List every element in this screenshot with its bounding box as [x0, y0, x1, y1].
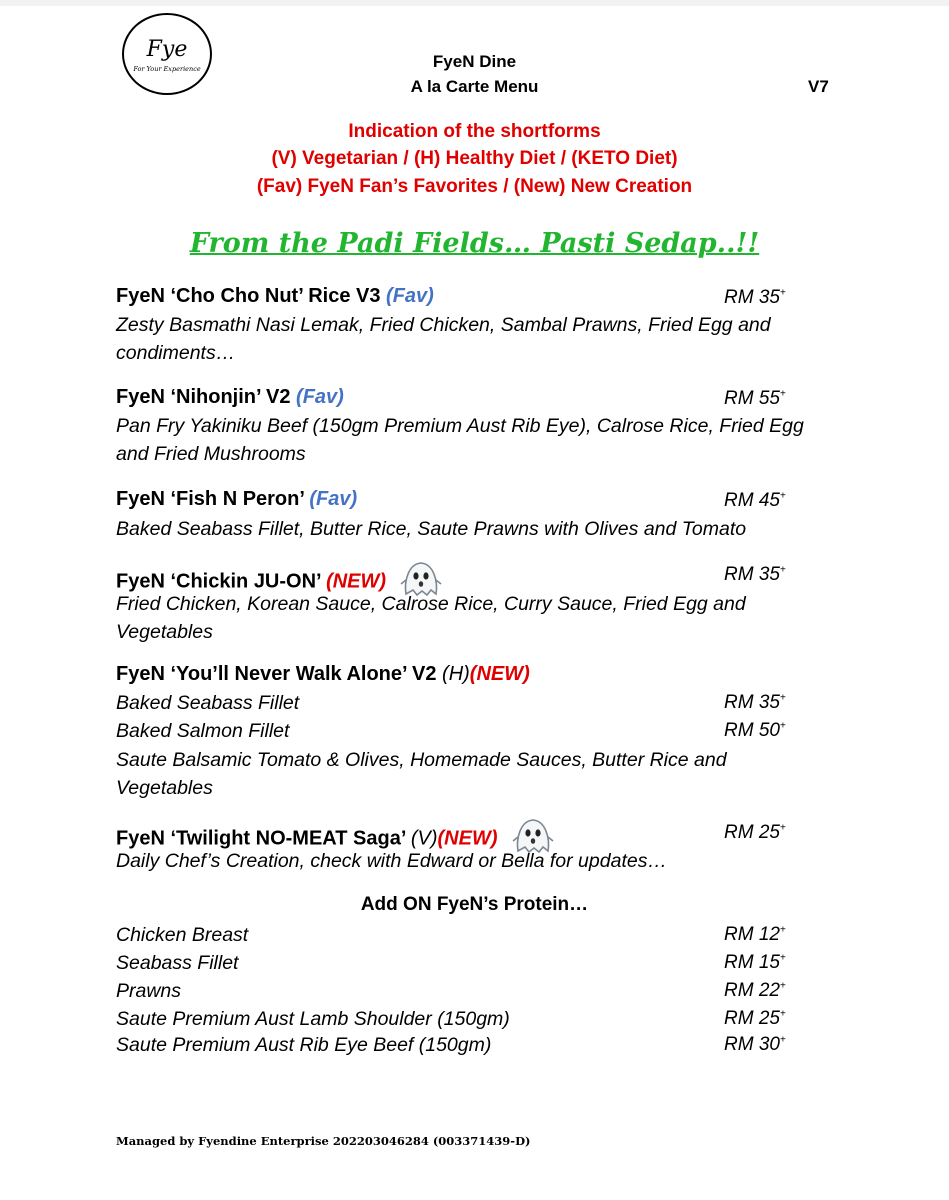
price-value: RM 30 — [724, 1034, 780, 1055]
section-title: From the Padi Fields… Pasti Sedap..!! — [189, 228, 760, 259]
logo-tagline: For Your Experience — [133, 65, 201, 73]
price-suffix: + — [779, 490, 786, 502]
new-tag: (NEW) — [437, 827, 498, 850]
addon-price — [724, 980, 786, 1002]
legend-heading: Indication of the shortforms — [348, 121, 601, 142]
page-subtitle: A la Carte Menu — [410, 77, 539, 96]
price-value: RM 15 — [724, 952, 780, 973]
item-price — [724, 490, 786, 512]
price-suffix: + — [779, 564, 786, 576]
menu-item-title — [116, 663, 530, 686]
price-suffix: + — [779, 287, 786, 299]
price-suffix: + — [779, 692, 786, 704]
menu-item-title — [116, 488, 357, 511]
price-value: RM 25 — [724, 822, 780, 843]
price-suffix: + — [779, 1008, 786, 1020]
item-price — [724, 564, 786, 586]
item-name: FyeN ‘Chickin JU-ON’ — [116, 570, 321, 593]
addon-price — [724, 1034, 786, 1056]
logo-script: Fye — [146, 37, 188, 62]
item-description: Daily Chef’s Creation, check with Edward or Bella for updates… — [116, 850, 667, 872]
item-description: Fried Chicken, Korean Sauce, Calrose Rice, Curry Sauce, Fried Egg and Vegetables — [116, 593, 746, 643]
price-value: RM 55 — [724, 388, 780, 409]
price-value: RM 35 — [724, 692, 780, 713]
option-price — [724, 692, 786, 714]
item-name: FyeN ‘Nihonjin’ V2 — [116, 386, 291, 408]
option-label: Baked Seabass Fillet — [116, 692, 300, 714]
price-suffix: + — [779, 1034, 786, 1046]
price-value: RM 35 — [724, 287, 780, 308]
version-label: V7 — [808, 77, 829, 96]
item-name: FyeN ‘Cho Cho Nut’ Rice V3 — [116, 285, 381, 307]
price-value: RM 45 — [724, 490, 780, 511]
price-value: RM 35 — [724, 564, 780, 585]
addon-label: Prawns — [116, 980, 182, 1002]
price-suffix: + — [779, 388, 786, 400]
addon-label: Chicken Breast — [116, 924, 249, 946]
fav-tag: (Fav) — [386, 285, 434, 307]
fav-tag: (Fav) — [309, 488, 358, 510]
page-title: FyeN Dine — [432, 52, 517, 71]
price-value: RM 22 — [724, 980, 780, 1001]
price-value: RM 12 — [724, 924, 780, 945]
price-suffix: + — [779, 980, 786, 992]
addon-price — [724, 1008, 786, 1030]
new-tag: (NEW) — [326, 570, 387, 593]
legend-line-1: (V) Vegetarian / (H) Healthy Diet / (KETO Diet) — [271, 148, 678, 169]
top-edge — [0, 0, 949, 6]
addon-heading: Add ON FyeN’s Protein… — [360, 894, 589, 915]
option-label: Baked Salmon Fillet — [116, 720, 290, 742]
item-price — [724, 388, 786, 410]
diet-tag: (V) — [410, 827, 438, 850]
item-name: FyeN ‘Fish N Peron’ — [116, 488, 304, 510]
addon-price — [724, 952, 786, 974]
addon-price — [724, 924, 786, 946]
item-description: Baked Seabass Fillet, Butter Rice, Saute Prawns with Olives and Tomato — [116, 518, 747, 540]
item-price — [724, 287, 786, 309]
item-description: Zesty Basmathi Nasi Lemak, Fried Chicken, Sambal Prawns, Fried Egg and condiments… — [116, 314, 771, 364]
fav-tag: (Fav) — [296, 386, 344, 408]
diet-tag: (H) — [442, 663, 470, 685]
legend-line-2: (Fav) FyeN Fan’s Favorites / (New) New Creation — [256, 176, 693, 197]
price-suffix: + — [779, 720, 786, 732]
addon-label: Seabass Fillet — [116, 952, 239, 974]
item-name: FyeN ‘You’ll Never Walk Alone’ V2 — [116, 663, 437, 685]
price-suffix: + — [779, 952, 786, 964]
menu-item-title — [116, 285, 434, 308]
item-description: Saute Balsamic Tomato & Olives, Homemade Sauces, Butter Rice and Vegetables — [116, 749, 727, 799]
addon-label: Saute Premium Aust Lamb Shoulder (150gm) — [116, 1008, 510, 1030]
footer-note: Managed by Fyendine Enterprise 202203046284 (003371439-D) — [116, 1134, 531, 1148]
item-price — [724, 822, 786, 844]
addon-label: Saute Premium Aust Rib Eye Beef (150gm) — [116, 1034, 492, 1056]
price-suffix: + — [779, 924, 786, 936]
option-price — [724, 720, 786, 742]
item-description: Pan Fry Yakiniku Beef (150gm Premium Aust Rib Eye), Calrose Rice, Fried Egg and Fried Mushrooms — [116, 415, 804, 465]
item-name: FyeN ‘Twilight NO-MEAT Saga’ — [116, 827, 406, 850]
new-tag: (NEW) — [469, 663, 530, 685]
price-suffix: + — [779, 822, 786, 834]
price-value: RM 25 — [724, 1008, 780, 1029]
price-value: RM 50 — [724, 720, 780, 741]
menu-item-title — [116, 386, 344, 409]
